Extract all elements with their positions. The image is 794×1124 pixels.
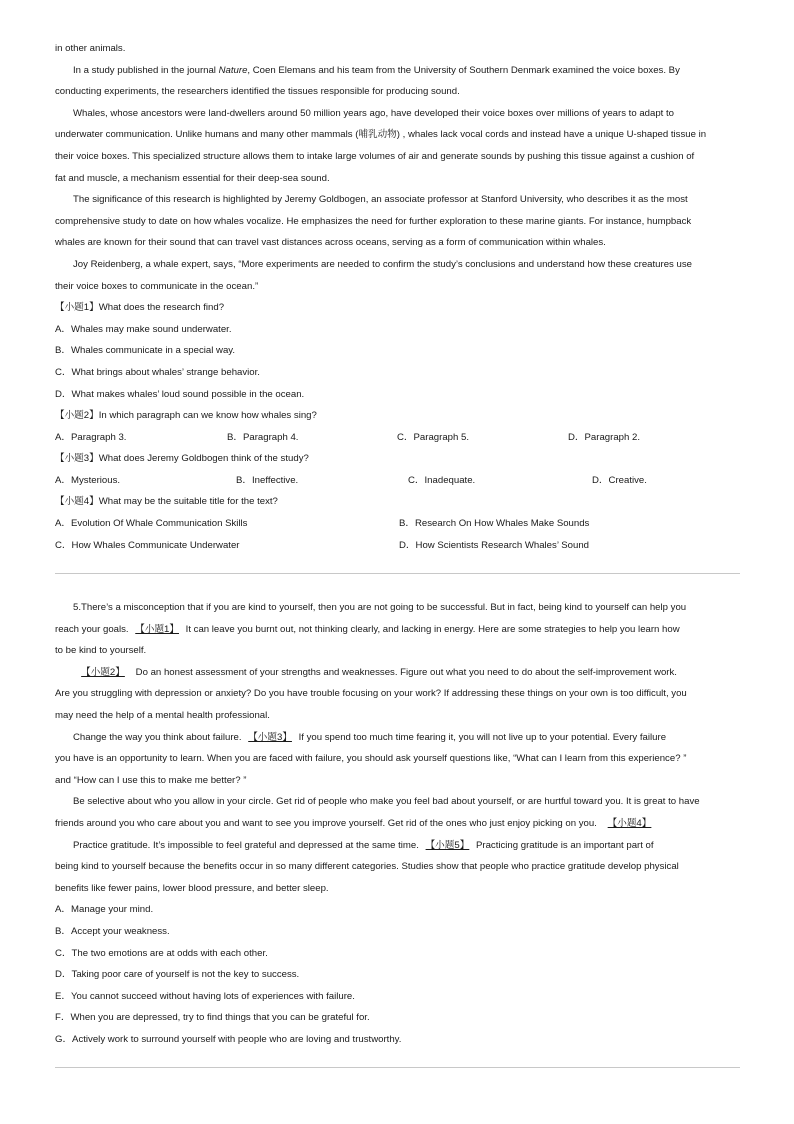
paragraph-line: 5.There’s a misconception that if you are kind to yourself, then you are not going to be successful. But in fact, being kind to yourself can help you — [73, 602, 687, 613]
question-4-stem: 【小题4】What may be the suitable title for the text? — [55, 496, 278, 508]
paragraph-line: The significance of this research is highlighted by Jeremy Goldbogen, an associate professor at Stanford University, who describes it as the most — [73, 194, 688, 206]
paragraph-line: fat and muscle, a mechanism essential for their deep-sea sound. — [55, 172, 330, 184]
paragraph-line: friends around you who care about you and want to see you improve yourself. Get rid of the ones who just enjoy picking on you. 【小题4】 — [55, 813, 745, 835]
question-3-options — [55, 470, 745, 492]
question-2-options — [55, 427, 745, 449]
paragraph-line: to be kind to yourself. — [55, 645, 147, 657]
question-3-option-b[interactable]: B．Ineffective. — [236, 474, 299, 486]
question-4-options-row-2 — [55, 535, 745, 557]
paragraph-line: may need the help of a mental health professional. — [55, 709, 270, 721]
question-1-stem: 【小题1】What does the research find? — [55, 302, 225, 314]
question-4-option-b[interactable]: B．Research On How Whales Make Sounds — [399, 518, 590, 530]
blank-2[interactable]: 【小题2】 — [81, 666, 125, 678]
question-3-stem: 【小题3】What does Jeremy Goldbogen think of the study? — [55, 453, 309, 465]
paragraph-line: whales are known for their sound that can travel vast distances across oceans, serving as a form of communication within whales. — [55, 237, 606, 249]
paragraph-line: their voice boxes to communicate in the ocean.” — [55, 280, 259, 292]
passage-5 — [55, 597, 745, 1050]
blank-5[interactable]: 【小题5】 — [425, 839, 470, 851]
question-3-option-d[interactable]: D．Creative. — [592, 474, 647, 486]
paragraph-line: their voice boxes. This specialized structure allows them to intake large volumes of air and generate sounds by pushing this tissue against a cushion of — [55, 150, 695, 162]
question-3-option-a[interactable]: A．Mysterious. — [55, 474, 121, 486]
question-1-option-b[interactable]: B．Whales communicate in a special way. — [55, 345, 236, 357]
question-3-option-c[interactable]: C．Inadequate. — [408, 474, 476, 486]
journal-name: Nature — [218, 64, 248, 76]
paragraph-line: Be selective about who you allow in your circle. Get rid of people who make you feel bad about yourself, or are hurtful toward you. It is great to have — [73, 796, 700, 808]
option-e[interactable]: E．You cannot succeed without having lots of experiences with failure. — [55, 990, 355, 1002]
paragraph-line: underwater communication. Unlike humans and many other mammals (哺乳动物) , whales lack vocal cords and instead have a unique U-shaped tissue in — [55, 129, 707, 141]
paragraph-line: benefits like fewer pains, lower blood pressure, and better sleep. — [55, 882, 329, 894]
paragraph-line: Whales, whose ancestors were land-dwellers around 50 million years ago, have developed their voice boxes over millions of years to adapt to — [73, 107, 674, 119]
question-2-option-b[interactable]: B．Paragraph 4. — [227, 431, 299, 443]
passage-4 — [55, 38, 745, 556]
paragraph-line: Change the way you think about failure. 【小题3】 If you spend too much time fearing it, you will not live up to your potential. Every failure — [55, 727, 745, 749]
question-1-option-d[interactable]: D．What makes whales’ loud sound possible in the ocean. — [55, 388, 305, 400]
paragraph-line: 【小题2】 Do an honest assessment of your strengths and weaknesses. Figure out what you need to do about the self-improvement work. — [55, 662, 745, 684]
paragraph-line: In a study published in the journal Nature, Coen Elemans and his team from the University of Southern Denmark examined the voice boxes. By — [73, 64, 680, 76]
blank-3[interactable]: 【小题3】 — [248, 731, 292, 743]
question-4-option-a[interactable]: A．Evolution Of Whale Communication Skills — [55, 518, 248, 530]
question-2-stem: 【小题2】In which paragraph can we know how whales sing? — [55, 410, 317, 422]
paragraph-line: in other animals. — [55, 43, 126, 54]
paragraph-line: Practice gratitude. It’s impossible to feel grateful and depressed at the same time. 【小题5】 Practicing gratitude is an important part of — [55, 835, 745, 857]
question-1-option-a[interactable]: A．Whales may make sound underwater. — [55, 323, 232, 335]
paragraph-line: conducting experiments, the researchers identified the tissues responsible for producing sound. — [55, 86, 460, 98]
option-f[interactable]: F．When you are depressed, try to find things that you can be grateful for. — [55, 1012, 370, 1024]
section-divider — [55, 1067, 740, 1068]
option-c[interactable]: C．The two emotions are at odds with each other. — [55, 947, 268, 959]
option-b[interactable]: B．Accept your weakness. — [55, 925, 170, 937]
question-4-option-d[interactable]: D．How Scientists Research Whales’ Sound — [399, 539, 589, 551]
option-d[interactable]: D．Taking poor care of yourself is not the key to success. — [55, 969, 300, 981]
paragraph-line: reach your goals. 【小题1】 It can leave you burnt out, not thinking clearly, and lacking in energy. Here are some strategies to help you learn how — [55, 619, 745, 641]
question-4-options-row-1 — [55, 513, 745, 535]
question-1-option-c[interactable]: C．What brings about whales’ strange behavior. — [55, 366, 260, 378]
option-a[interactable]: A．Manage your mind. — [55, 904, 154, 916]
blank-1[interactable]: 【小题1】 — [135, 623, 179, 635]
question-2-option-a[interactable]: A．Paragraph 3. — [55, 431, 127, 443]
paragraph-line: Are you struggling with depression or anxiety? Do you have trouble focusing on your work? If addressing these things on your own is too difficult, you — [55, 688, 687, 700]
paragraph-line: you have is an opportunity to learn. When you are faced with failure, you should ask yourself questions like, “What can I learn from this experience? ” — [55, 753, 687, 765]
question-2-option-d[interactable]: D．Paragraph 2. — [568, 431, 640, 443]
option-g[interactable]: G．Actively work to surround yourself with people who are loving and trustworthy. — [55, 1033, 402, 1045]
paragraph-line: and “How can I use this to make me better? ” — [55, 774, 247, 786]
paragraph-line: being kind to yourself because the benefits occur in so many different categories. Studies show that people who practice gratitude develop physical — [55, 861, 679, 873]
blank-4[interactable]: 【小题4】 — [607, 817, 652, 829]
question-4-option-c[interactable]: C．How Whales Communicate Underwater — [55, 539, 240, 551]
paragraph-line: comprehensive study to date on how whales vocalize. He emphasizes the need for further exploration to these marine giants. For instance, humpback — [55, 215, 692, 227]
question-2-option-c[interactable]: C．Paragraph 5. — [397, 431, 469, 443]
section-divider — [55, 573, 740, 574]
paragraph-line: Joy Reidenberg, a whale expert, says, “More experiments are needed to confirm the study’s conclusions and understand how these creatures use — [73, 258, 692, 270]
